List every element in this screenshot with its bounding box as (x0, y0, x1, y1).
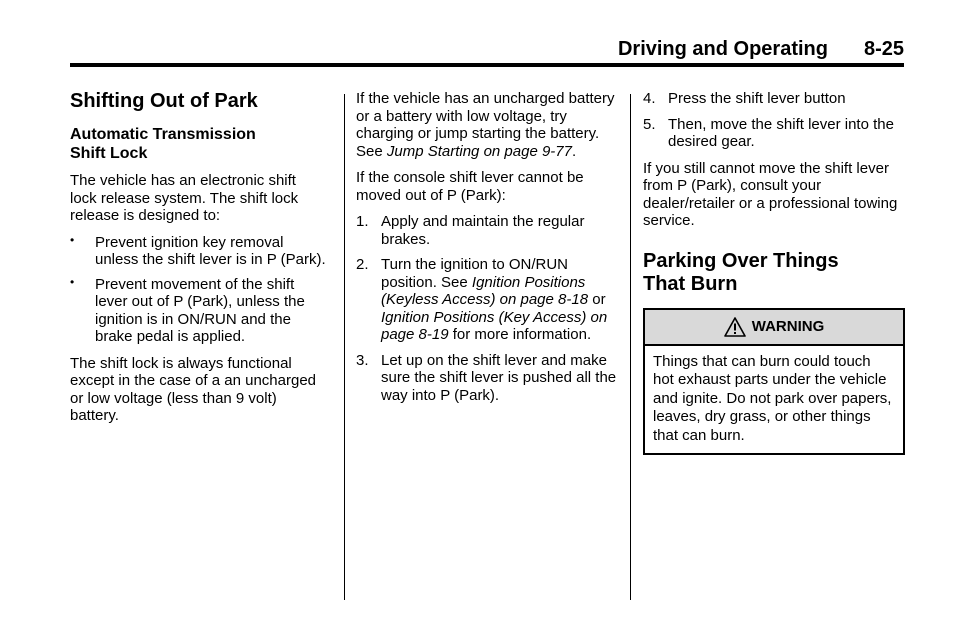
column-2 (356, 90, 618, 413)
console-paragraph: If the console shift lever cannot be moved out of P (Park): (356, 169, 584, 204)
list-item: 4. Press the shift lever button (643, 90, 846, 107)
cross-reference-link[interactable]: Ignition Positions (Keyless Access) on page 8-18 (381, 273, 589, 308)
section-heading: Shifting Out of Park (70, 90, 258, 112)
column-divider-2 (630, 94, 631, 600)
warning-triangle-icon (724, 317, 746, 337)
subsection-heading: Automatic Transmission Shift Lock (70, 126, 256, 162)
section-heading: Parking Over Things That Burn (643, 249, 839, 295)
column-1 (70, 90, 326, 434)
bullet-icon: • (70, 274, 75, 289)
warning-header (645, 310, 903, 346)
page-number: 8-25 (863, 38, 904, 60)
numbered-list (356, 213, 618, 404)
outro-paragraph: The shift lock is always functional except in the case of a an uncharged or low voltage (less than 9 volt) battery. (70, 354, 317, 424)
cross-reference-link[interactable]: Jump Starting on page 9-77 (386, 142, 572, 160)
cross-reference-link[interactable]: Ignition Positions (Key Access) on page 8-19 (381, 308, 608, 343)
list-item: 1. Apply and maintain the regular brakes. (356, 213, 585, 248)
list-item: • Prevent movement of the shift lever out of P (Park), unless the ignition is in ON/RUN and the brake pedal is applied. (70, 274, 305, 345)
towing-paragraph: If you still cannot move the shift lever from P (Park), consult your dealer/retailer or a professional towing service. (643, 159, 898, 229)
bullet-icon: • (70, 232, 75, 247)
warning-label: WARNING (751, 317, 825, 335)
numbered-list (643, 90, 905, 151)
column-divider-1 (344, 94, 345, 600)
warning-box (643, 308, 905, 456)
header-rule (70, 63, 904, 67)
list-item: • Prevent ignition key removal unless the shift lever is in P (Park). (70, 232, 326, 268)
list-item: 5. Then, move the shift lever into the desired gear. (643, 115, 894, 150)
bullet-list (70, 234, 326, 346)
warning-text: Things that can burn could touch hot exhaust parts under the vehicle and ignite. Do not park over papers, leaves, dry grass, or other things that can burn. (653, 352, 892, 444)
list-item: 3. Let up on the shift lever and make sure the shift lever is pushed all the way into P (Park). (356, 351, 617, 404)
intro-paragraph: The vehicle has an electronic shift lock release system. The shift lock release is designed to: (70, 172, 299, 224)
chapter-title: Driving and Operating (617, 38, 828, 60)
column-3 (643, 90, 905, 455)
page-header (70, 38, 904, 62)
list-item: 2. Turn the ignition to ON/RUN position. See Ignition Positions (Keyless Access) on page 8-18 or Ignition Positions (Key Access) on page 8-19 for more information. (356, 256, 608, 343)
battery-paragraph: If the vehicle has an uncharged battery or a battery with low voltage, try charging or jump starting the battery. See Jump Starting on page 9-77. (356, 90, 615, 160)
